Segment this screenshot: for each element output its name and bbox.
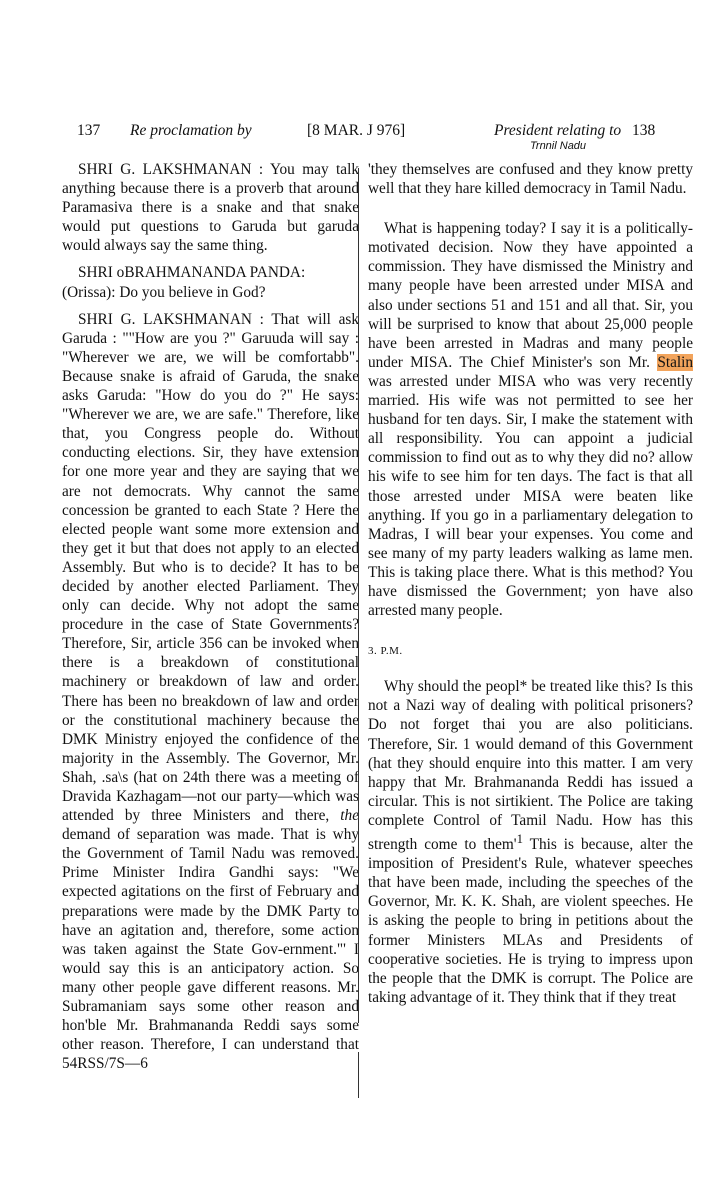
paragraph-what-end: was arrested under MISA who was very recently married. His wife was not permitted to see her husband for ten days. Sir, I make the statement with all responsibility. You can appoint a judicial commission to find out as to why they did no? allow his wife to see him for ten days. The fact is that all those arrested under MISA were beaten like anything. If you go in a parliamentary delegation to Madras, I will bear your expenses. You come and see many of my party leaders walking as lame men. This is taking place there. What is this method? You have dismissed the Government; yon have also arrested many people. [368, 372, 693, 620]
footnote-mark: 1 [516, 832, 523, 846]
paragraph-lakshmanan-2-text: SHRI G. LAKSHMANAN : That will ask Garuda : ""How are you ?" Garuuda will say : "Wherever we are, we will be comfortabb". Because snake is afraid of Garuda, the snake asks Garuda: "How do you do ?" He says: "Wherever we are, we are safe." Therefore, like that, you Congress people do. Without conducting elections. Sir, they have extension for one more year and they are saying that we are not democrats. Why cannot the same concession be granted to each State ? Here the elected people want some more extension and they get it but that does not apply to an elected Assembly. But who is to decide? It has to be decided by another elected Parliament. They only can decide. Why not adopt the same procedure in the case of State Governments? Therefore, Sir, article 356 can be invoked when there is a breakdown of constitutional machinery or breakdown of law and order. There has been no breakdown of law and order or the constitutional machinery because the DMK Ministry enjoyed the confidence of the majority in the Assembly. The Governor, Mr. Shah, .sa\s (hat on 24th there was a meeting of Dravida Kazhagam—not our party—which was attended by three Ministers and there, [62, 310, 359, 825]
right-running-subtitle: Trnnil Nadu [530, 140, 587, 152]
italic-word: the [340, 807, 359, 825]
left-running-title: Re proclamation by [130, 122, 252, 139]
paragraph-why-end: This is because, alter the imposition of President's Rule, whatever speeches that have been made, including the speeches of the Governor, Mr. K. K. Shah, are violent speeches. He is asking the people to bring in petitions about the former Ministers MLAs and Presidents of cooperative societies. He is trying to impress upon the people that the DMK is corrupt. The Police are taking advantage of it. They think that if they treat [368, 836, 693, 1006]
paragraph-lakshmanan-1: SHRI G. LAKSHMANAN : You may talk anything because there is a proverb that around Paramasiva there is a snake and that snake would put questions to Garuda but garuda would always say the same thing. [62, 161, 359, 255]
right-running-title: President relating to [494, 122, 622, 139]
paragraph-what-text: What is happening today? I say it is a politically-motivated decision. Now they have appointed a commission. They have dismissed the Ministry and many people have been arrested under MISA and also under sections 51 and 151 and all that. Sir, you will be surprised to know that about 25,000 people have been arrested in Madras and many people under MISA. The Chief Minister's son Mr. [368, 220, 693, 371]
highlighted-word: Stalin [657, 353, 694, 371]
column-divider-tail [358, 1052, 359, 1098]
left-page-number: 137 [77, 122, 101, 139]
time-marker: 3. P.M. [368, 645, 403, 658]
paragraph-panda-line2: (Orissa): Do you believe in God? [62, 283, 266, 301]
paragraph-why [368, 677, 693, 1007]
paragraph-what-is-happening [368, 219, 693, 620]
paragraph-lakshmanan-2 [62, 310, 359, 1074]
paragraph-panda-line1: SHRI oBRAHMANANDA PANDA: [78, 264, 306, 282]
column-divider [358, 168, 359, 1023]
session-date: [8 MAR. J 976] [307, 122, 406, 139]
paragraph-lakshmanan-2-end: demand of separation was made. That is why the Government of Tamil Nadu was removed. Prime Minister Indira Gandhi says: "We expected agitations on the first of February and preparations were made by the DMK Party to have an agitation and, therefore, some action was taken against the State Gov-ernment."' I would say this is an anticipatory action. So many other people gave different reasons. Mr. Subramaniam says some other reason and hon'ble Mr. Brahmananda Reddi says some other reason. Therefore, I can understand that 54RSS/7S—6 [62, 826, 359, 1073]
paragraph-why-text: Why should the peopl* be treated like this? Is this not a Nazi way of dealing with political prisoners? Do not forget thai you are also politicians. Therefore, Sir. 1 would demand of this Government (hat they should enquire into this matter. I am very happy that Mr. Brahmananda Reddi has issued a circular. This is not sirtikient. The Police are taking complete Control of Tamil Nadu. How has this strength come to them' [368, 678, 693, 854]
page-header [0, 122, 704, 158]
left-column [62, 160, 359, 1073]
paragraph-continued: 'they themselves are confused and they know pretty well that they hare killed democracy in Tamil Nadu. [368, 161, 693, 198]
right-column [368, 160, 693, 1007]
right-page-number: 138 [632, 122, 656, 139]
